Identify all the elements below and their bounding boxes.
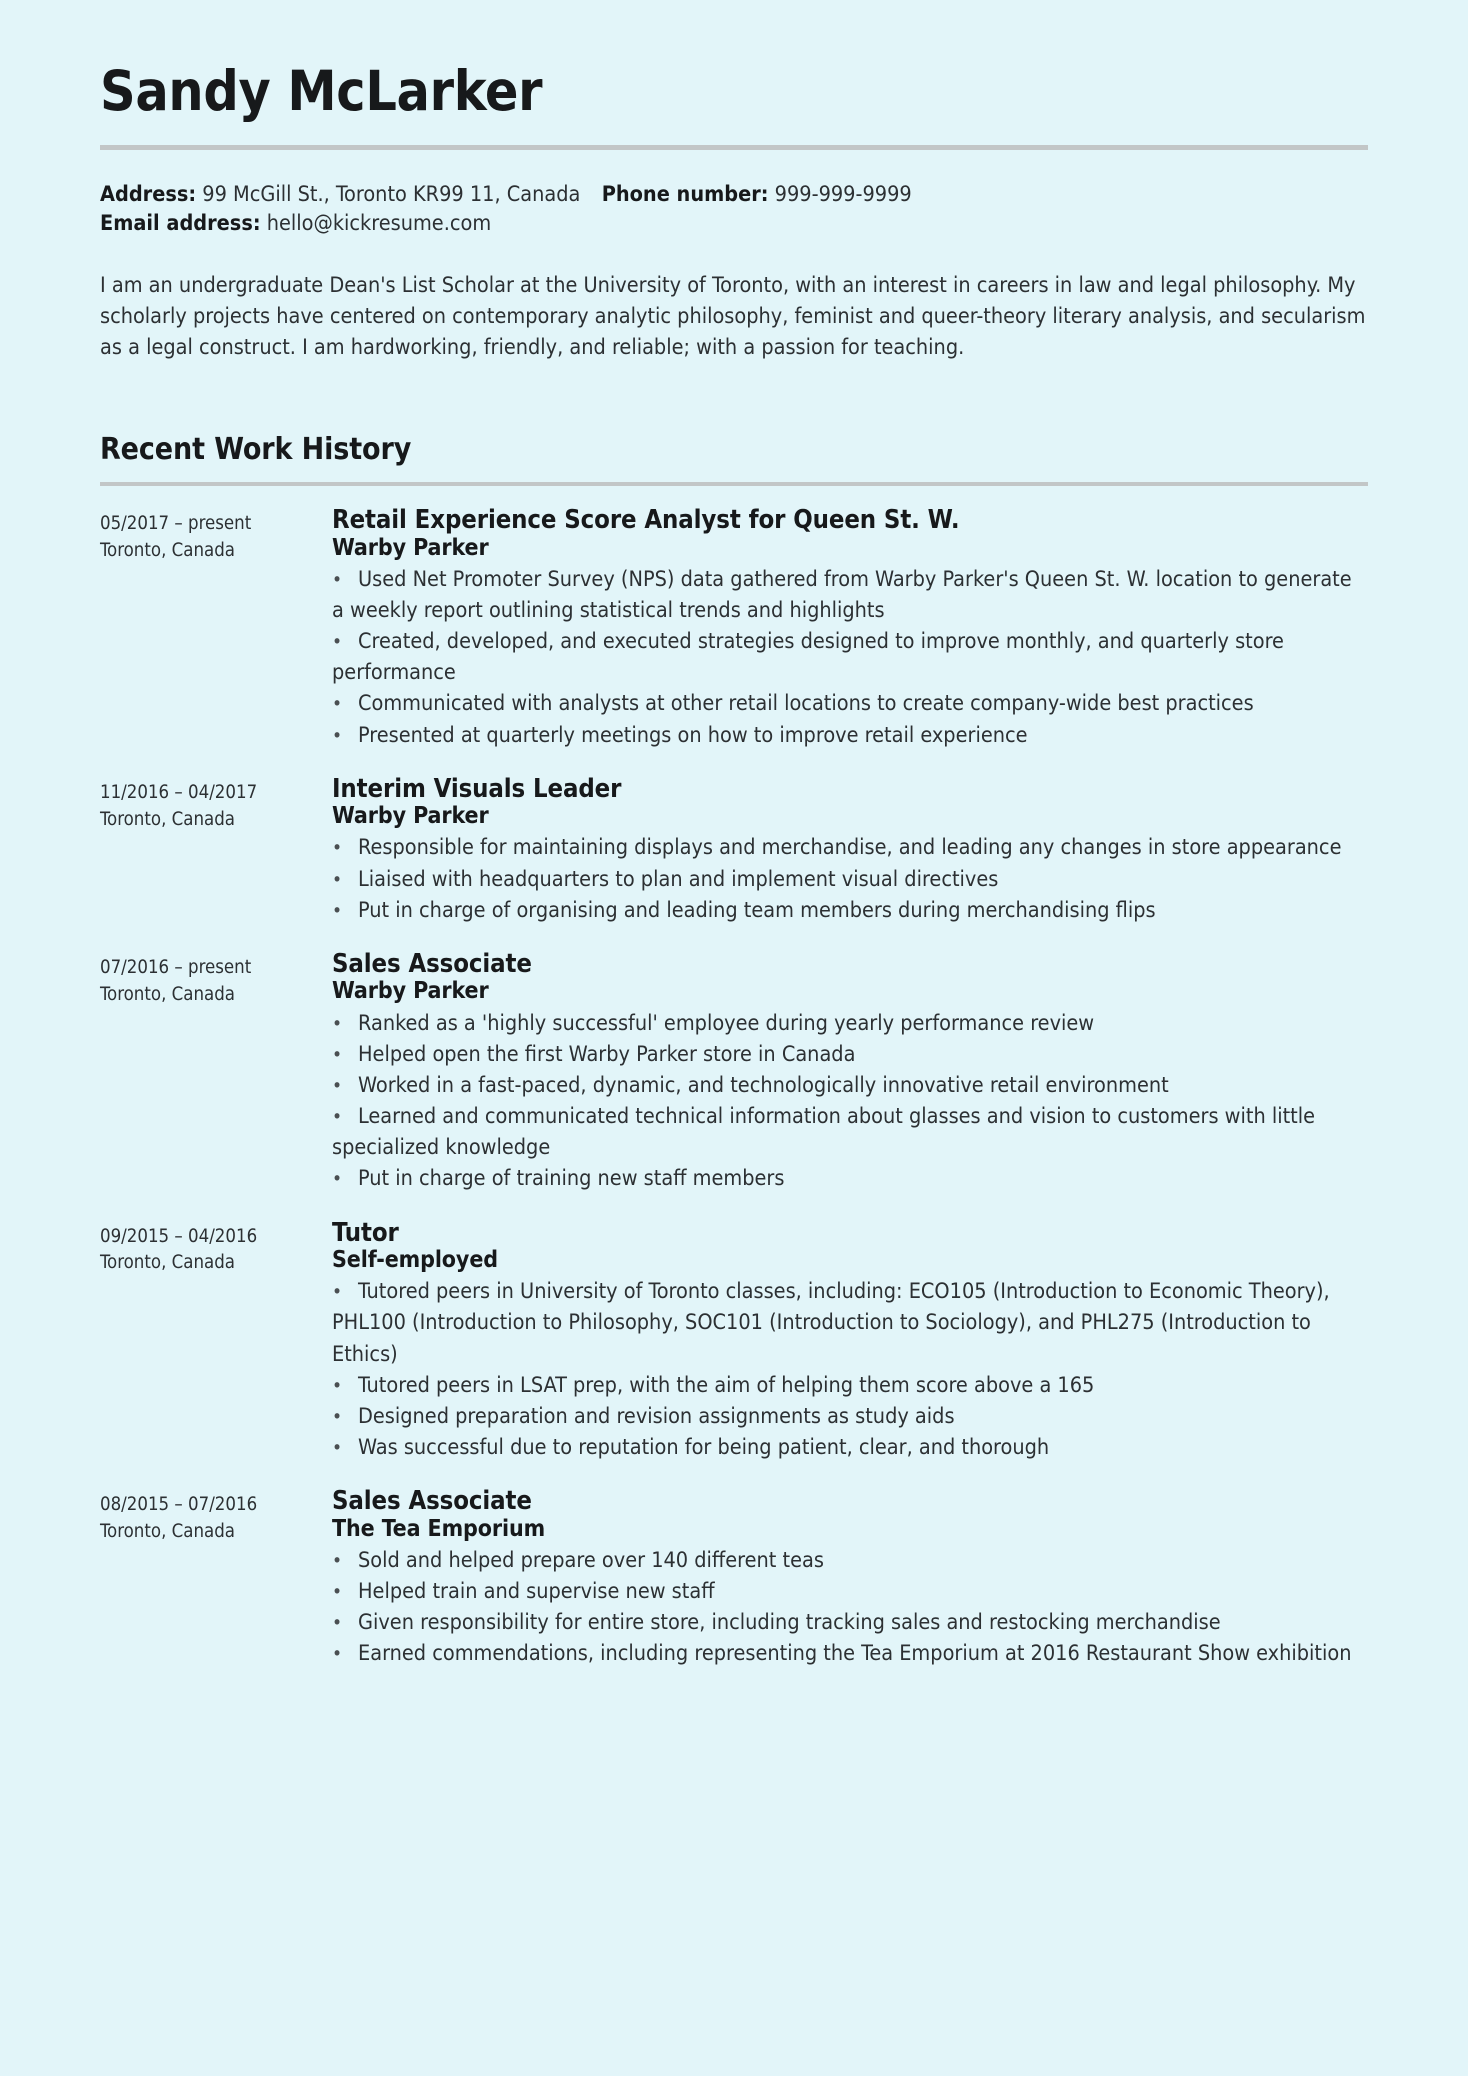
bullet-icon: • xyxy=(332,868,343,891)
work-history-entry xyxy=(100,1487,1368,1669)
job-company: Warby Parker xyxy=(332,803,489,830)
contact-block xyxy=(100,181,1368,239)
bullet-icon: • xyxy=(332,899,343,922)
job-bullet-text: Worked in a fast-paced, dynamic, and technologically innovative retail environment xyxy=(358,1072,1169,1098)
bullet-icon: • xyxy=(332,1074,343,1097)
job-bullet xyxy=(332,1576,1368,1607)
work-history-entry xyxy=(100,1219,1368,1464)
work-history-entry xyxy=(100,950,1368,1195)
job-bullet xyxy=(332,1401,1368,1432)
job-bullet-list xyxy=(332,832,1368,926)
work-history-entry xyxy=(100,506,1368,751)
bullet-icon: • xyxy=(332,1106,343,1129)
bullet-icon: • xyxy=(332,724,343,747)
job-bullet xyxy=(332,1008,1368,1039)
job-bullet-text: Earned commendations, including representing the Tea Emporium at 2016 Restaurant Show exhibition xyxy=(358,1641,1352,1667)
job-body xyxy=(332,1219,1368,1464)
job-body xyxy=(332,506,1368,751)
job-meta xyxy=(100,1487,332,1546)
job-company: Warby Parker xyxy=(332,534,489,561)
job-location: Toronto, Canada xyxy=(100,808,235,830)
job-bullet xyxy=(332,895,1368,926)
job-location: Toronto, Canada xyxy=(100,539,235,561)
job-body xyxy=(332,950,1368,1195)
bullet-icon: • xyxy=(332,1043,343,1066)
phone-label: Phone number: xyxy=(601,182,769,208)
job-title: Interim Visuals Leader xyxy=(332,773,622,804)
job-bullet-text: Created, developed, and executed strategies designed to improve monthly, and quarterly store performance xyxy=(332,629,1284,686)
address-value: 99 McGill St., Toronto KR99 11, Canada xyxy=(202,182,581,208)
job-bullet xyxy=(332,688,1368,719)
job-bullet-text: Learned and communicated technical information about glasses and vision to customers with little specialized knowledge xyxy=(332,1104,1316,1161)
section-divider xyxy=(100,482,1368,486)
job-dates: 05/2017 – present xyxy=(100,513,252,534)
bullet-icon: • xyxy=(332,1012,343,1035)
job-bullet-text: Put in charge of organising and leading team members during merchandising flips xyxy=(358,897,1156,923)
bullet-icon: • xyxy=(332,1168,343,1191)
work-history-entry xyxy=(100,775,1368,926)
job-bullet xyxy=(332,1432,1368,1463)
job-bullet-list xyxy=(332,564,1368,751)
job-bullet xyxy=(332,1638,1368,1669)
job-bullet-text: Tutored peers in University of Toronto classes, including: ECO105 (Introduction to Economic Theory), PHL100 (Introduction to Philosophy, SOC101 (Introduction to Sociology), and PHL275 (Introduction to Ethics) xyxy=(332,1279,1330,1367)
job-bullet xyxy=(332,1545,1368,1576)
job-bullet-text: Communicated with analysts at other retail locations to create company-wide best practices xyxy=(358,691,1254,717)
job-bullet-text: Tutored peers in LSAT prep, with the aim of helping them score above a 165 xyxy=(358,1372,1095,1398)
job-bullet-text: Presented at quarterly meetings on how to improve retail experience xyxy=(358,722,1028,748)
work-history-list xyxy=(100,506,1368,1670)
job-bullet-text: Sold and helped prepare over 140 different teas xyxy=(358,1547,824,1573)
job-title: Tutor xyxy=(332,1217,399,1248)
job-title: Sales Associate xyxy=(332,1486,532,1517)
job-bullet-list xyxy=(332,1276,1368,1463)
bullet-icon: • xyxy=(332,1437,343,1460)
page-title: Sandy McLarker xyxy=(100,59,543,123)
job-bullet-text: Used Net Promoter Survey (NPS) data gathered from Warby Parker's Queen St. W. location to generate a weekly report outlining statistical trends and highlights xyxy=(332,566,1352,623)
job-bullet-text: Helped train and supervise new staff xyxy=(358,1579,715,1605)
job-meta xyxy=(100,950,332,1009)
bullet-icon: • xyxy=(332,1612,343,1635)
job-title: Retail Experience Score Analyst for Queen St. W. xyxy=(332,505,960,535)
job-location: Toronto, Canada xyxy=(100,1252,235,1274)
bullet-icon: • xyxy=(332,1581,343,1604)
bullet-icon: • xyxy=(332,693,343,716)
job-bullet-text: Liaised with headquarters to plan and implement visual directives xyxy=(358,866,999,892)
job-bullet xyxy=(332,1101,1368,1163)
bullet-icon: • xyxy=(332,568,343,591)
job-bullet xyxy=(332,1607,1368,1638)
job-bullet-text: Given responsibility for entire store, including tracking sales and restocking merchandise xyxy=(358,1610,1221,1636)
job-location: Toronto, Canada xyxy=(100,983,235,1005)
job-bullet xyxy=(332,864,1368,895)
job-body xyxy=(332,1487,1368,1669)
job-dates: 08/2015 – 07/2016 xyxy=(100,1494,258,1516)
job-bullet-text: Responsible for maintaining displays and merchandise, and leading any changes in store appearance xyxy=(358,835,1342,861)
job-meta xyxy=(100,1219,332,1278)
contact-line-address xyxy=(100,181,1368,210)
bullet-icon: • xyxy=(332,1405,343,1428)
summary-paragraph: I am an undergraduate Dean's List Scholar at the University of Toronto, with an interest in careers in law and legal philosophy. My scholarly projects have centered on contemporary analytic philosophy, feminist and queer-theory literary analysis, and secularism as a legal construct. I am hardworking, friendly, and reliable; with a passion for teaching. xyxy=(100,272,1366,361)
job-company: The Tea Emporium xyxy=(332,1515,546,1542)
address-label: Address: xyxy=(100,182,197,208)
job-company: Self-employed xyxy=(332,1247,498,1274)
job-dates: 09/2015 – 04/2016 xyxy=(100,1225,258,1247)
bullet-icon: • xyxy=(332,1281,343,1304)
job-bullet xyxy=(332,720,1368,751)
contact-line-email xyxy=(100,210,1368,239)
phone-value: 999-999-9999 xyxy=(774,182,912,208)
job-company: Warby Parker xyxy=(332,978,489,1005)
bullet-icon: • xyxy=(332,1549,343,1572)
job-bullet xyxy=(332,1163,1368,1194)
job-bullet-text: Helped open the first Warby Parker store in Canada xyxy=(358,1041,856,1067)
email-label: Email address: xyxy=(100,211,261,237)
job-bullet xyxy=(332,1039,1368,1070)
job-bullet-text: Put in charge of training new staff members xyxy=(358,1166,785,1192)
bullet-icon: • xyxy=(332,631,343,654)
email-value: hello@kickresume.com xyxy=(266,211,492,237)
job-bullet-text: Was successful due to reputation for being patient, clear, and thorough xyxy=(358,1435,1050,1461)
bullet-icon: • xyxy=(332,1643,343,1666)
job-meta xyxy=(100,775,332,834)
section-title-work-history: Recent Work History xyxy=(100,432,412,467)
job-bullet xyxy=(332,1370,1368,1401)
job-meta xyxy=(100,506,332,565)
job-body xyxy=(332,775,1368,926)
header-divider xyxy=(100,145,1368,150)
job-dates: 11/2016 – 04/2017 xyxy=(100,781,258,803)
job-bullet xyxy=(332,626,1368,688)
job-location: Toronto, Canada xyxy=(100,1521,235,1543)
bullet-icon: • xyxy=(332,1374,343,1397)
job-bullet-text: Designed preparation and revision assignments as study aids xyxy=(358,1403,955,1429)
job-bullet xyxy=(332,564,1368,626)
job-bullet-list xyxy=(332,1545,1368,1670)
job-title: Sales Associate xyxy=(332,948,532,979)
job-dates: 07/2016 – present xyxy=(100,956,252,978)
job-bullet xyxy=(332,1276,1368,1370)
job-bullet xyxy=(332,1070,1368,1101)
job-bullet-list xyxy=(332,1008,1368,1195)
job-bullet-text: Ranked as a 'highly successful' employee during yearly performance review xyxy=(358,1010,1095,1036)
bullet-icon: • xyxy=(332,837,343,860)
job-bullet xyxy=(332,832,1368,863)
